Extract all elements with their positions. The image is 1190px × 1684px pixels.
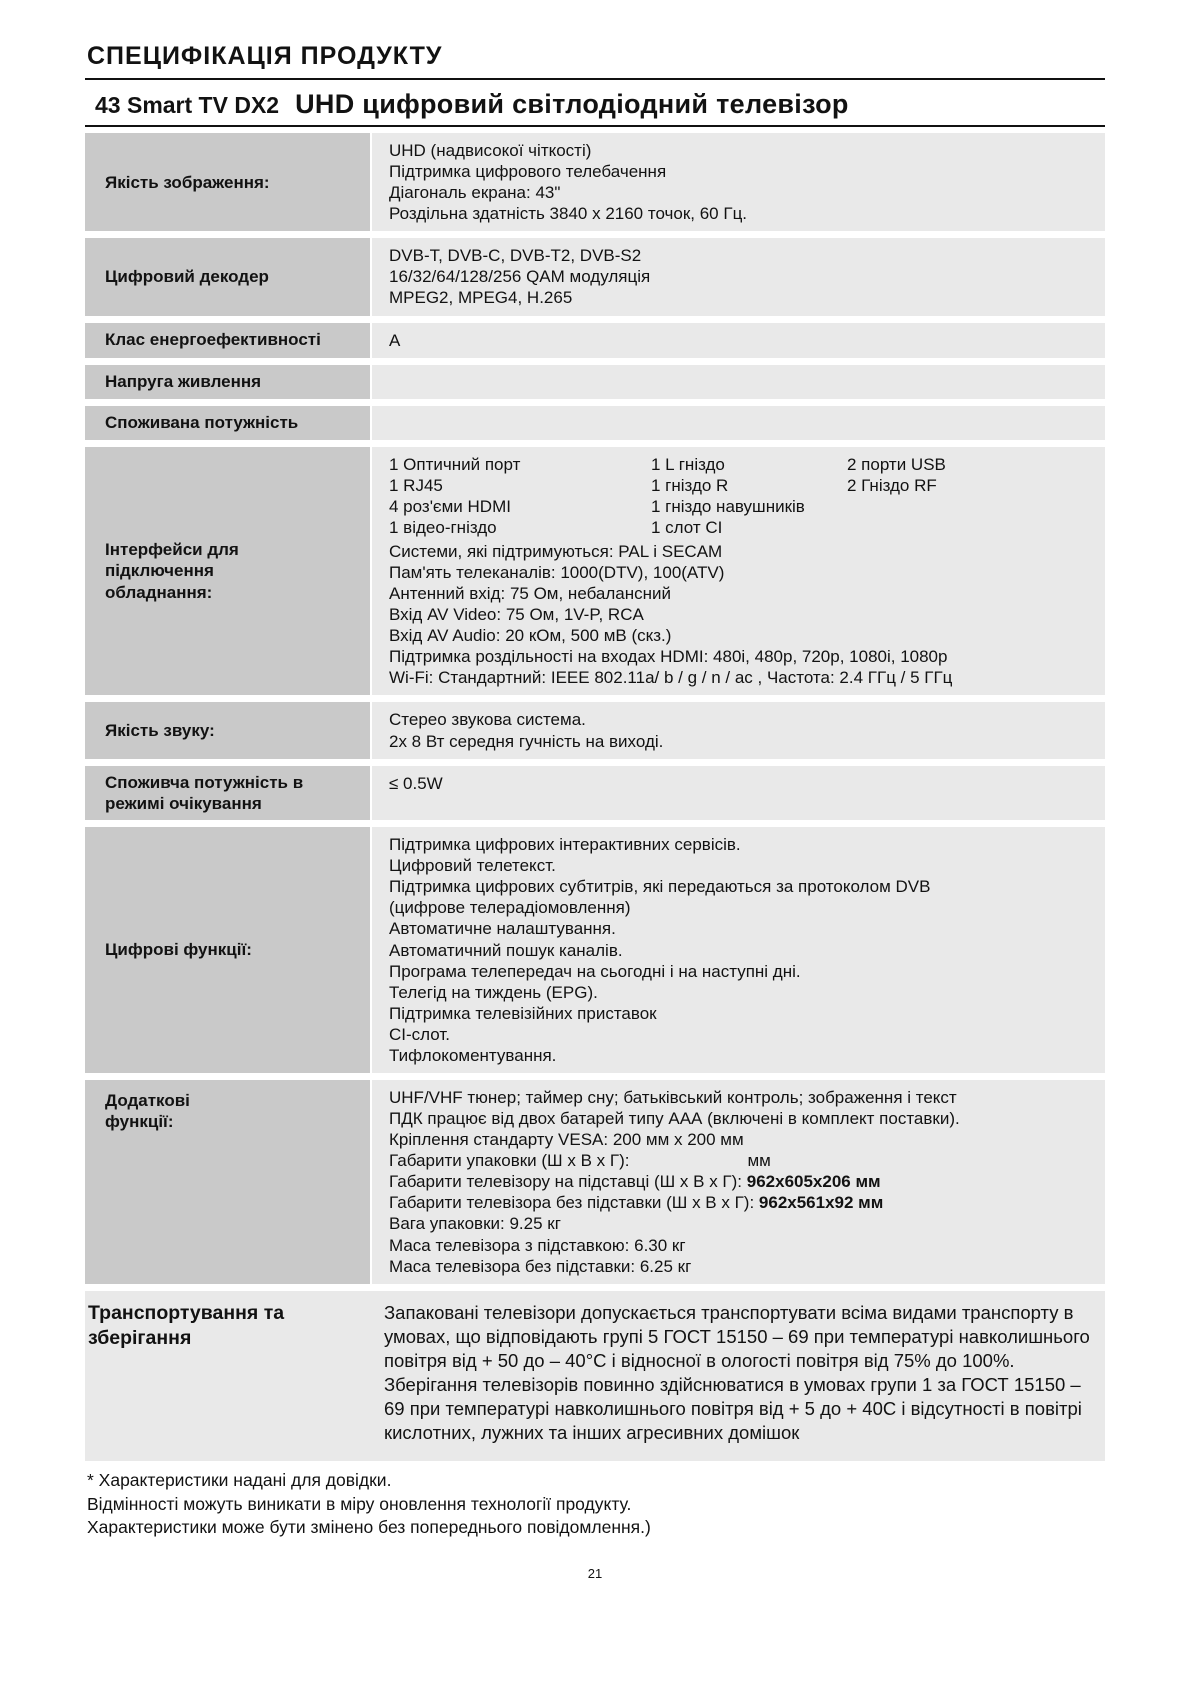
port-item: 1 RJ45	[389, 475, 443, 495]
content-line: Підтримка роздільності на входах HDMI: 480i, 480p, 720p, 1080i, 1080p	[389, 647, 948, 667]
row-content-interfaces	[372, 447, 1105, 696]
content-line: Автоматичне налаштування.	[389, 919, 616, 939]
content-line: Підтримка цифрових субтитрів, які передаються за протоколом DVB	[389, 877, 931, 897]
row-label-additional	[85, 1080, 370, 1284]
row-label-text: Інтерфейси для підключення обладнання:	[105, 540, 239, 602]
spec-row-standby	[85, 766, 1105, 821]
page-number: 21	[587, 1565, 603, 1581]
content-line: Стерео звукова система.	[389, 710, 586, 730]
tv-with-stand-label: Габарити телевізору на підставці (Ш х В х Г):	[389, 1172, 747, 1192]
port-item: 2 Гніздо RF	[847, 475, 937, 495]
row-label-text: Транспортування та зберігання	[88, 1301, 285, 1350]
row-label-text: Якість зображення:	[105, 172, 270, 192]
content-line	[389, 1150, 1093, 1171]
content-line: Кріплення стандарту VESA: 200 мм х 200 мм	[389, 1130, 744, 1150]
content-line: Підтримка цифрового телебачення	[389, 162, 667, 182]
footnote: * Характеристики надані для довідки.	[87, 1469, 392, 1490]
row-label-text: Споживана потужність	[105, 413, 299, 432]
port-item: 1 L гніздо	[651, 454, 725, 474]
row-content-energy-class	[372, 323, 1105, 358]
ports-column-2	[651, 454, 847, 538]
content-line	[389, 1192, 1093, 1213]
row-label-standby	[85, 766, 370, 821]
row-label-voltage	[85, 365, 370, 399]
row-content-sound	[372, 702, 1105, 758]
row-label-power	[85, 406, 370, 440]
content-line: Вхід AV Video: 75 Ом, 1V-P, RCA	[389, 605, 644, 625]
row-content-transport: Запаковані телевізори допускається транспортувати всіма видами транспорту в умовах, що відповідають групі 5 ГОСТ 15150 – 69 при температурі навколишнього повітря від + 50 до – 40°С і відносної в ологості повітря від 75% до 100%. Зберігання телевізорів повинно здійснюватися в умовах групи 1 за ГОСТ 15150 – 69 при температурі навколишнього повітря від + 5 до + 40С і відсутності в повітрі кислотних, лужних та інших агресивних домішок	[384, 1301, 1090, 1443]
packaging-dimensions-label: Габарити упаковки (Ш х В х Г):	[389, 1151, 630, 1171]
content-line: (цифрове телерадіомовлення)	[389, 898, 631, 918]
content-line: Підтримка телевізійних приставок	[389, 1003, 657, 1023]
row-label-energy-class	[85, 323, 370, 358]
content-line: Системи, які підтримуються: PAL і SECAM	[389, 541, 723, 561]
content-line: DVB-T, DVB-C, DVB-T2, DVB-S2	[389, 246, 642, 266]
content-line: ≤ 0.5W	[389, 773, 443, 793]
spec-row-transport	[85, 1291, 1105, 1461]
row-label-text: Напруга живлення	[105, 372, 262, 391]
content-line: Тифлокоментування.	[389, 1045, 557, 1065]
content-line: Wi-Fi: Стандартний: IEEE 802.11a/ b / g / n / ac , Частота: 2.4 ГГц / 5 ГГц	[389, 668, 953, 688]
tv-without-stand-label: Габарити телевізора без підставки (Ш х В х Г):	[389, 1193, 759, 1213]
page-title: СПЕЦИФІКАЦІЯ ПРОДУКТУ	[87, 42, 443, 70]
row-label-text: Додаткові функції:	[105, 1091, 190, 1132]
tv-with-stand-value: 962х605х206 мм	[746, 1172, 881, 1192]
content-line: Автоматичний пошук каналів.	[389, 940, 623, 960]
ports-column-1	[389, 454, 651, 538]
row-content-power	[372, 406, 1105, 440]
row-label-text: Цифровий декодер	[105, 267, 269, 287]
subtitle-text: UHD цифровий світлодіодний телевізор	[295, 89, 849, 119]
port-item: 1 відео-гніздо	[389, 517, 497, 537]
content-line: Маса телевізора без підставки: 6.25 кг	[389, 1256, 692, 1276]
content-line: UHD (надвисокої чіткості)	[389, 141, 592, 160]
row-label-image-quality	[85, 133, 370, 231]
footnote: Характеристики може бути змінено без попереднього повідомлення.)	[87, 1517, 651, 1538]
row-label-interfaces	[85, 447, 370, 696]
spec-row-energy-class	[85, 323, 1105, 358]
model-name: 43 Smart TV DX2	[95, 92, 280, 118]
port-item: 1 гніздо R	[651, 475, 729, 495]
tv-without-stand-value: 962х561х92 мм	[758, 1193, 884, 1213]
content-line: ПДК працює від двох батарей типу ААА (включені в комплект поставки).	[389, 1109, 960, 1129]
content-line: MPEG2, MPEG4, H.265	[389, 288, 573, 308]
row-label-digital-functions	[85, 827, 370, 1073]
row-content-voltage	[372, 365, 1105, 399]
row-label-text: Цифрові функції:	[105, 940, 252, 960]
content-line: Цифровий телетекст.	[389, 856, 556, 876]
content-line: Програма телепередач на сьогодні і на наступні дні.	[389, 961, 801, 981]
content-line: CI-слот.	[389, 1024, 450, 1044]
content-line: Маса телевізора з підставкою: 6.30 кг	[389, 1235, 686, 1255]
spec-row-additional	[85, 1080, 1105, 1284]
spec-row-decoder	[85, 238, 1105, 315]
row-label-decoder	[85, 238, 370, 315]
content-line: Роздільна здатність 3840 х 2160 точок, 60 Гц.	[389, 204, 748, 224]
row-content-standby	[372, 766, 1105, 821]
row-label-text: Споживча потужність в режимі очікування	[105, 772, 304, 813]
content-line: Пам'ять телеканалів: 1000(DTV), 100(ATV)	[389, 563, 725, 583]
spec-table	[85, 133, 1105, 1461]
spec-row-sound	[85, 702, 1105, 758]
content-line: Телегід на тиждень (EPG).	[389, 982, 598, 1002]
row-content-decoder	[372, 238, 1105, 315]
spec-row-voltage	[85, 365, 1105, 399]
content-line	[389, 1171, 1093, 1192]
row-content-digital-functions	[372, 827, 1105, 1073]
content-line: 16/32/64/128/256 QAM модуляція	[389, 267, 651, 287]
content-line: Підтримка цифрових інтерактивних сервісів.	[389, 835, 741, 855]
footnote: Відмінності можуть виникати в міру оновлення технології продукту.	[87, 1493, 632, 1514]
content-line: Антенний вхід: 75 Ом, небалансний	[389, 584, 672, 604]
content-line: Вага упаковки: 9.25 кг	[389, 1214, 561, 1234]
content-line: А	[389, 330, 401, 350]
port-item: 1 слот CI	[651, 517, 723, 537]
row-content-additional	[372, 1080, 1105, 1284]
row-label-sound	[85, 702, 370, 758]
content-line: 2х 8 Вт середня гучність на виході.	[389, 731, 664, 751]
product-subtitle	[85, 80, 1105, 127]
spec-row-interfaces	[85, 447, 1105, 696]
port-item: 4 роз'єми HDMI	[389, 496, 511, 516]
port-item: 2 порти USB	[847, 454, 946, 474]
row-label-transport	[85, 1291, 370, 1461]
ports-column-3	[847, 454, 1093, 538]
row-label-text: Клас енергоефективності	[105, 330, 321, 350]
row-label-text: Якість звуку:	[105, 720, 215, 740]
port-item: 1 Оптичний порт	[389, 454, 521, 474]
spec-row-power	[85, 406, 1105, 440]
port-item: 1 гніздо навушників	[651, 496, 805, 516]
spec-row-digital-functions	[85, 827, 1105, 1073]
packaging-dimensions-unit: мм	[747, 1151, 771, 1171]
content-line: Вхід AV Audio: 20 кОм, 500 мВ (скз.)	[389, 626, 672, 646]
row-content-image-quality	[372, 133, 1105, 231]
spec-row-image-quality	[85, 133, 1105, 231]
content-line: Діагональ екрана: 43"	[389, 183, 561, 203]
content-line: UHF/VHF тюнер; таймер сну; батьківський контроль; зображення і текст	[389, 1088, 957, 1107]
ports-columns	[389, 454, 1093, 538]
footnotes	[85, 1469, 1105, 1540]
